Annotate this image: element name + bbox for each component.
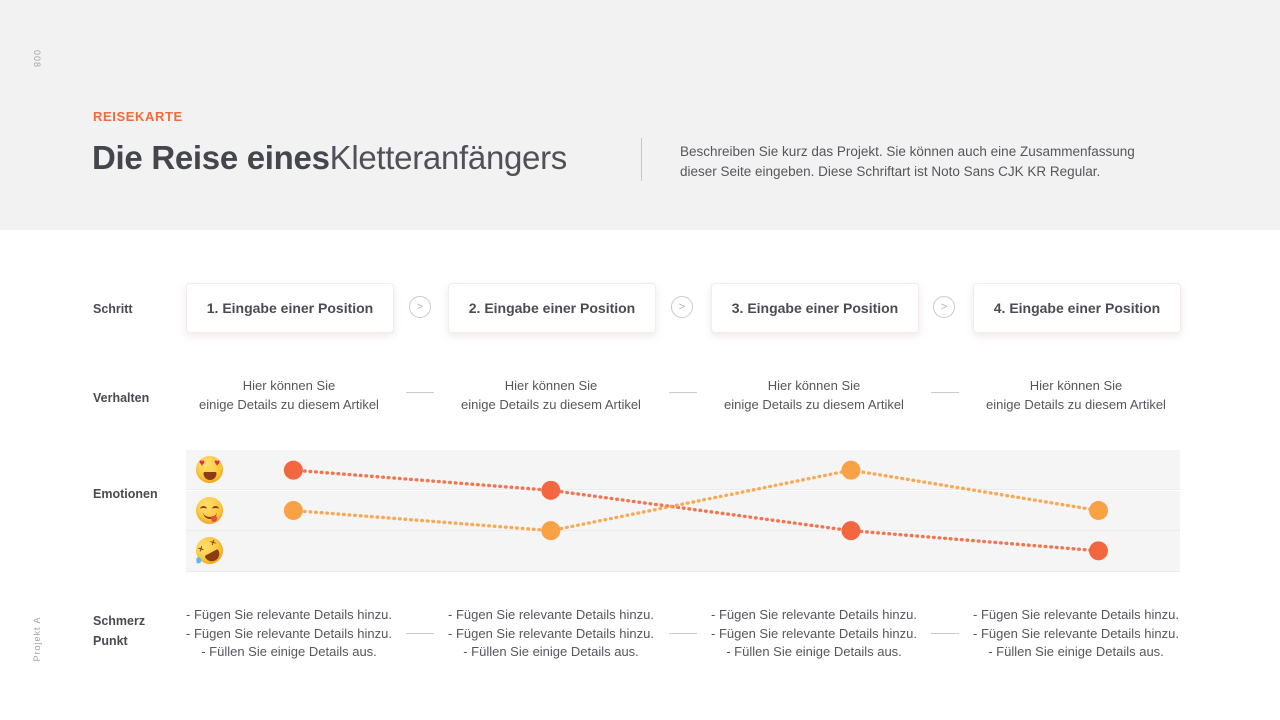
- pain-list-4: [966, 606, 1186, 662]
- pain-line: - Füllen Sie einige Details aus.: [988, 644, 1164, 660]
- next-arrow-icon[interactable]: >: [409, 296, 431, 318]
- page-description: [680, 142, 1150, 181]
- behavior-text-1: [179, 376, 399, 414]
- description-line: dieser Seite eingeben. Diese Schriftart ist Noto Sans CJK KR Regular.: [680, 163, 1101, 179]
- pain-line: - Füllen Sie einige Details aus.: [726, 644, 902, 660]
- behavior-line: Hier können Sie: [767, 378, 861, 393]
- pain-line: - Fügen Sie relevante Details hinzu.: [973, 607, 1179, 622]
- next-arrow-icon[interactable]: >: [671, 296, 693, 318]
- emotion-chart: [186, 450, 1180, 571]
- step-card-1[interactable]: 1. Eingabe einer Position: [186, 283, 394, 333]
- behavior-line: Hier können Sie: [242, 378, 336, 393]
- row-label-schmerz-punkt: [93, 611, 145, 651]
- row-label-punkt-line: Punkt: [93, 634, 128, 648]
- pain-divider: [669, 633, 697, 634]
- header-band: [0, 0, 1280, 230]
- eye-shape: ×: [196, 543, 206, 555]
- project-label-vertical: Projekt A: [32, 616, 42, 662]
- pain-divider: [406, 633, 434, 634]
- row-label-schmerz-line: Schmerz: [93, 614, 146, 628]
- pain-line: - Fügen Sie relevante Details hinzu.: [711, 607, 917, 622]
- title-light-part: Kletteranfängers: [329, 139, 567, 176]
- behavior-text-3: [704, 376, 924, 414]
- step-card-2[interactable]: 2. Eingabe einer Position: [448, 283, 656, 333]
- behavior-line: einige Details zu diesem Artikel: [199, 397, 379, 412]
- behavior-text-4: [966, 376, 1186, 414]
- pain-list-2: [441, 606, 661, 662]
- row-label-schritt: Schritt: [93, 302, 133, 316]
- pain-line: - Fügen Sie relevante Details hinzu.: [448, 625, 654, 641]
- title-divider: [641, 138, 642, 181]
- row-label-emotionen: Emotionen: [93, 487, 158, 501]
- behavior-line: einige Details zu diesem Artikel: [724, 397, 904, 412]
- behavior-line: einige Details zu diesem Artikel: [986, 397, 1166, 412]
- behavior-divider: [931, 392, 959, 393]
- title-bold-part: Die Reise eines: [92, 139, 330, 176]
- behavior-line: Hier können Sie: [504, 378, 598, 393]
- pain-line: - Fügen Sie relevante Details hinzu.: [186, 625, 392, 641]
- behavior-line: Hier können Sie: [1029, 378, 1123, 393]
- page-number-vertical: 008: [32, 49, 42, 69]
- eyebrow-label: REISEKARTE: [93, 109, 183, 124]
- step-card-4[interactable]: 4. Eingabe einer Position: [973, 283, 1181, 333]
- pain-line: - Fügen Sie relevante Details hinzu.: [973, 625, 1179, 641]
- pain-line: - Fügen Sie relevante Details hinzu.: [448, 607, 654, 622]
- pain-list-1: [179, 606, 399, 662]
- pain-line: - Fügen Sie relevante Details hinzu.: [711, 625, 917, 641]
- behavior-text-2: [441, 376, 661, 414]
- pain-line: - Fügen Sie relevante Details hinzu.: [186, 607, 392, 622]
- pain-divider: [931, 633, 959, 634]
- description-line: Beschreiben Sie kurz das Projekt. Sie können auch eine Zusammenfassung: [680, 144, 1135, 159]
- behavior-line: einige Details zu diesem Artikel: [461, 397, 641, 412]
- pain-list-3: [704, 606, 924, 662]
- eye-shape: ×: [208, 536, 218, 549]
- next-arrow-icon[interactable]: >: [933, 296, 955, 318]
- pain-line: - Füllen Sie einige Details aus.: [201, 644, 377, 660]
- behavior-divider: [669, 392, 697, 393]
- pain-line: - Füllen Sie einige Details aus.: [463, 644, 639, 660]
- emotion-svg: [186, 450, 1180, 571]
- behavior-divider: [406, 392, 434, 393]
- step-card-3[interactable]: 3. Eingabe einer Position: [711, 283, 919, 333]
- row-label-verhalten: Verhalten: [93, 391, 150, 405]
- heart-shape: ♥: [214, 458, 220, 469]
- heart-shape: ♥: [199, 458, 205, 469]
- page-title: [92, 139, 567, 177]
